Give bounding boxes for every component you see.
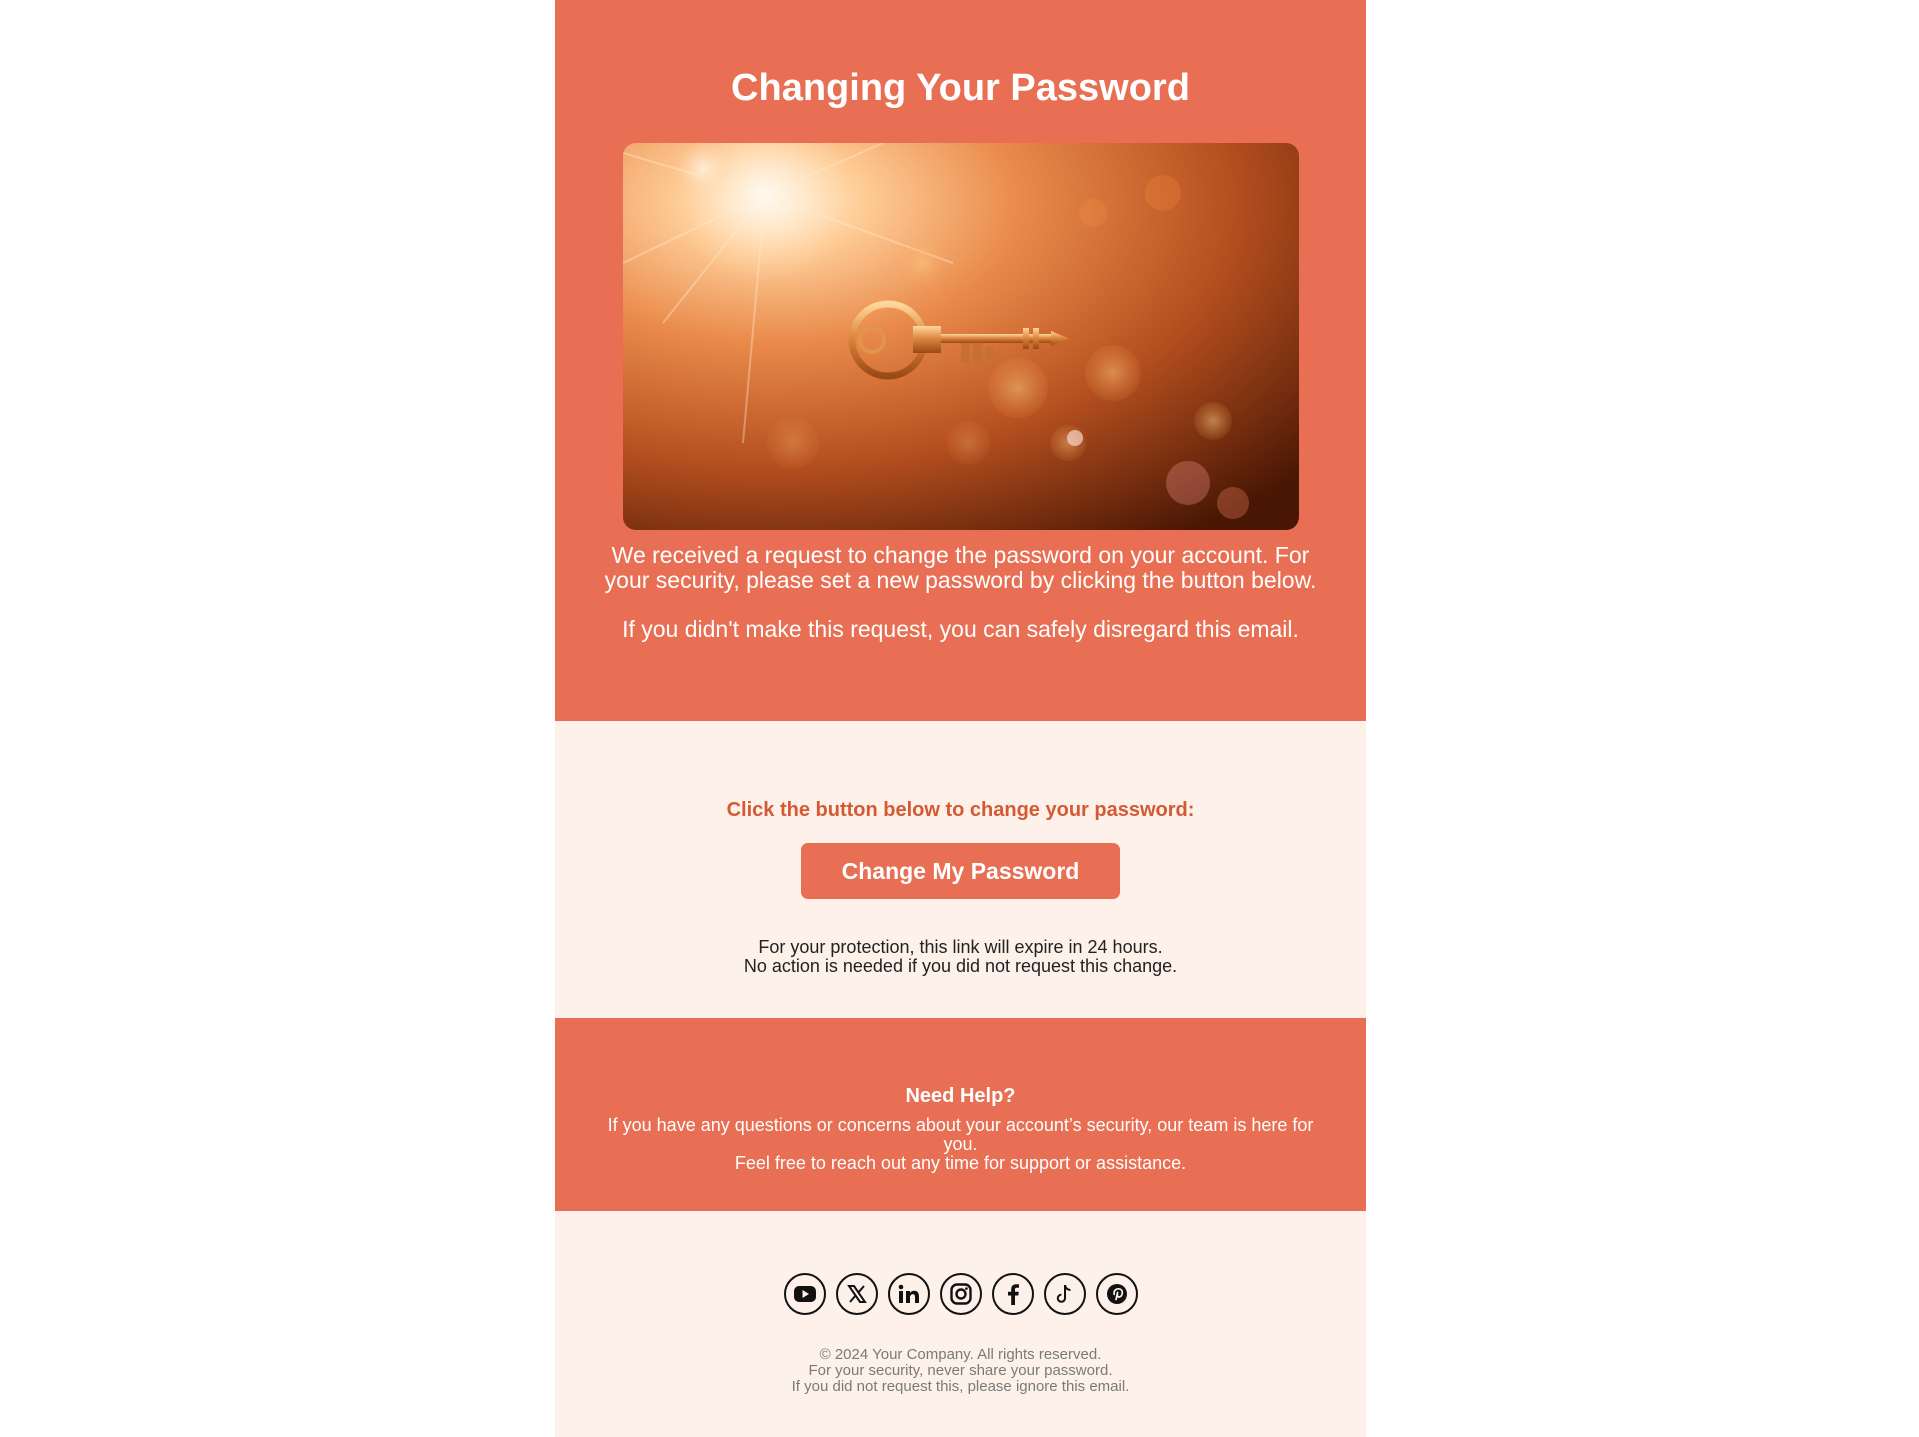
hero-section (555, 0, 1366, 721)
footer-ignore-note: If you did not request this, please ignore this email. (791, 1378, 1130, 1395)
cta-note-expiry: For your protection, this link will expire in 24 hours. (758, 937, 1163, 957)
page-title: Changing Your Password (731, 67, 1190, 109)
instagram-icon[interactable] (940, 1273, 982, 1315)
linkedin-icon[interactable] (888, 1273, 930, 1315)
key-illustration (623, 143, 1299, 530)
facebook-icon[interactable] (992, 1273, 1034, 1315)
help-line-questions: If you have any questions or concerns about your account’s security, our team is here for you. (607, 1115, 1314, 1154)
footer-security-note: For your security, never share your password. (808, 1362, 1113, 1379)
footer-section (555, 1211, 1366, 1437)
cta-prompt: Click the button below to change your password: (726, 799, 1195, 821)
help-section (555, 1018, 1366, 1211)
footer-text (555, 1347, 1366, 1395)
youtube-icon[interactable] (784, 1273, 826, 1315)
help-title: Need Help? (905, 1085, 1016, 1107)
copyright: © 2024 Your Company. All rights reserved. (819, 1346, 1102, 1363)
help-text (600, 1116, 1321, 1173)
pinterest-icon[interactable] (1096, 1273, 1138, 1315)
cta-section (555, 721, 1366, 1018)
hero-paragraph-request: We received a request to change the password on your account. For your security, please set a new password by clicking the button below. (604, 542, 1317, 593)
cta-note-no-action: No action is needed if you did not request this change. (743, 956, 1178, 976)
hero-image (623, 143, 1299, 530)
hero-paragraph-disregard: If you didn't make this request, you can safely disregard this email. (622, 616, 1299, 642)
change-password-button[interactable]: Change My Password (801, 843, 1120, 899)
x-icon[interactable] (836, 1273, 878, 1315)
hero-message (595, 543, 1326, 642)
social-links (555, 1273, 1366, 1315)
email-container (555, 0, 1366, 1437)
help-line-reach-out: Feel free to reach out any time for support or assistance. (734, 1153, 1187, 1173)
tiktok-icon[interactable] (1044, 1273, 1086, 1315)
cta-note (555, 938, 1366, 976)
